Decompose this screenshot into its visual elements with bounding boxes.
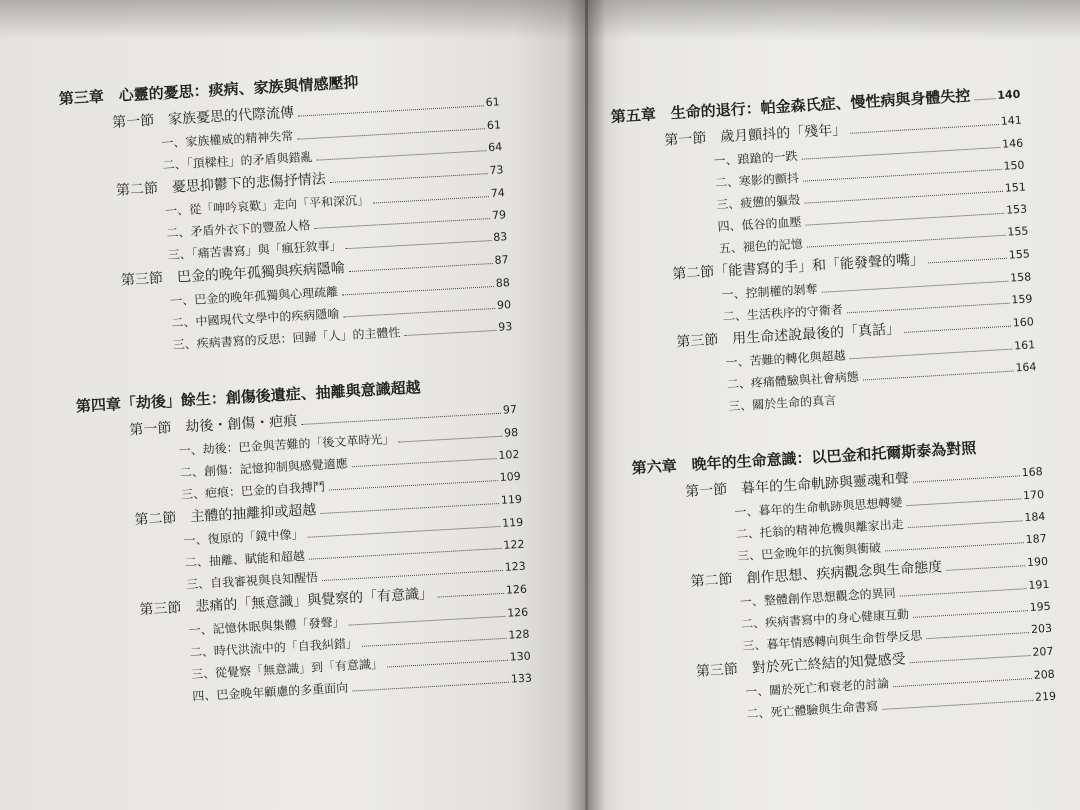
page-number: 61 [485, 95, 501, 110]
dot-leader [910, 655, 1031, 663]
toc-sub-title: 一、巴金的晚年孤獨與心理疏離 [169, 284, 339, 309]
toc-sub-title: 二、托翁的精神危機與離家出走 [735, 517, 904, 542]
toc-section-title: 第一節 劫後・創傷・疤痕 [129, 413, 298, 439]
page-number: 130 [509, 649, 532, 664]
page-number: 140 [996, 87, 1021, 103]
page-number: 98 [503, 425, 519, 440]
dot-leader [928, 258, 1007, 264]
toc-sub-title: 二、中國現代文學中的疾病隱喻 [171, 306, 340, 331]
toc-chapter-title: 第六章 晚年的生命意識：以巴金和托爾斯泰為對照 [631, 438, 977, 478]
page-number: 61 [486, 118, 502, 133]
dot-leader [946, 565, 1025, 571]
page-number: 203 [1030, 621, 1053, 636]
dot-leader [437, 593, 504, 598]
dot-leader [926, 632, 1029, 639]
page-number: 190 [1026, 554, 1049, 570]
page-number: 90 [496, 298, 512, 312]
page-number: 83 [492, 230, 508, 244]
page-number: 150 [1003, 158, 1025, 173]
page-number: 160 [1012, 315, 1035, 330]
page-number: 126 [506, 605, 529, 620]
toc-sub-title: 二、抽離、賦能和超越 [184, 548, 306, 570]
toc-chapter-title: 第四章「劫後」餘生：創傷後遺症、抽離與意識超越 [75, 378, 422, 416]
toc-sub-title: 二、疼痛體驗與社會病態 [726, 369, 860, 392]
dot-leader [349, 263, 493, 272]
page-number: 184 [1023, 509, 1046, 525]
page-number: 187 [1025, 531, 1048, 547]
page-number: 207 [1032, 644, 1054, 659]
toc-sub-title: 二、「頂樑柱」的矛盾與錯亂 [162, 149, 313, 173]
toc-section-title: 第一節 歲月顫抖的「殘年」 [663, 122, 847, 149]
toc-sub-title: 二、矛盾外衣下的豐盈人格 [166, 218, 311, 241]
right-table-of-contents [610, 78, 1057, 731]
toc-sub-title: 一、復原的「鏡中像」 [183, 527, 304, 548]
page-number: 109 [499, 469, 521, 484]
page-number: 146 [1001, 136, 1024, 151]
dot-leader [362, 638, 507, 647]
dot-leader [975, 98, 996, 100]
toc-sub-title: 三、從覺察「無意識」到「有意識」 [190, 656, 384, 682]
dot-leader [352, 458, 497, 467]
page-number: 64 [487, 140, 503, 155]
toc-sub-title: 四、低谷的血壓 [717, 214, 802, 234]
page-number: 151 [1004, 180, 1027, 195]
toc-sub-title: 一、從「呻吟哀歎」走向「平和深沉」 [164, 192, 370, 219]
page-number: 170 [1022, 487, 1045, 503]
dot-leader [342, 286, 494, 295]
page-number: 153 [1005, 202, 1028, 217]
dot-leader [387, 660, 508, 668]
toc-section-title: 第一節 家族憂思的代際流傳 [111, 104, 295, 132]
page-number: 164 [1015, 360, 1037, 375]
page-number: 123 [504, 559, 527, 574]
page-number: 158 [1009, 270, 1032, 285]
dot-leader [893, 678, 1032, 687]
toc-section-title: 第三節 用生命述說最後的「真話」 [675, 321, 901, 351]
page-number: 219 [1034, 689, 1057, 704]
page-number: 119 [500, 492, 523, 507]
dot-leader [850, 124, 999, 134]
toc-sub-title: 三、暮年情感轉向與生命哲學反思 [742, 628, 923, 654]
page-number: 79 [491, 208, 507, 222]
dot-leader [405, 330, 497, 336]
toc-sub-title: 三、關於生命的真言 [727, 393, 837, 414]
dot-leader [373, 196, 489, 203]
toc-sub-title: 三、自我審視與良知醒悟 [185, 570, 319, 592]
page-number: 97 [502, 402, 518, 417]
toc-chapter-title: 第五章 生命的退行：帕金森氏症、慢性病與身體失控 [610, 86, 971, 126]
toc-section-title: 第二節「能書寫的手」和「能發聲的嘴」 [671, 251, 925, 283]
dot-leader [906, 498, 1021, 506]
page-number: 73 [489, 163, 504, 178]
page-number: 119 [501, 515, 524, 530]
dot-leader [913, 610, 1028, 618]
toc-sub-title: 三、疲憊的軀殼 [715, 192, 801, 212]
toc-section-title: 第三節 巴金的晚年孤獨與疾病隱喻 [120, 260, 346, 289]
toc-sub-title: 三、疤痕：巴金的自我搏鬥 [180, 479, 326, 502]
toc-sub-title: 二、生活秩序的守衛者 [722, 302, 844, 324]
dot-leader [330, 173, 488, 183]
toc-section-title: 第二節 主體的抽離抑或超越 [134, 502, 317, 529]
left-table-of-contents [58, 59, 532, 713]
toc-section-title: 第三節 悲痛的「無意識」與覺察的「有意識」 [139, 585, 434, 619]
dot-leader [320, 503, 499, 514]
page-number: 102 [498, 447, 520, 462]
page-number: 87 [494, 253, 509, 267]
toc-sub-title: 一、控制權的剝奪 [721, 282, 818, 302]
page-number: 128 [508, 627, 530, 642]
page-number: 93 [497, 320, 513, 334]
page-number: 159 [1011, 292, 1033, 307]
dot-leader [908, 520, 1023, 528]
toc-sub-title: 三、巴金晚年的抗衡與衝破 [736, 540, 882, 564]
toc-sub-title: 一、暮年的生命軌跡與思想轉變 [734, 495, 903, 520]
page-number: 141 [1000, 113, 1023, 128]
page-number: 155 [1007, 224, 1029, 239]
dot-leader [343, 308, 495, 317]
toc-section-title: 第二節 憂思抑鬱下的悲傷抒情法 [115, 171, 327, 199]
dot-leader [346, 240, 492, 249]
toc-sub-title: 二、死亡體驗與生命書寫 [746, 699, 879, 721]
dot-leader [904, 326, 1011, 333]
toc-sub-title: 二、創傷：記憶抑制與感覺適應 [179, 456, 349, 480]
page-number: 161 [1013, 338, 1036, 353]
toc-sub-title: 一、關於死亡和衰老的討論 [744, 676, 890, 700]
toc-sub-title: 二、時代洪流中的「自我糾錯」 [189, 636, 359, 660]
toc-section-title: 第二節 創作思想、疾病觀念與生命態度 [690, 559, 943, 591]
dot-leader [913, 475, 1020, 482]
toc-sub-title: 一、家族權威的精神失常 [161, 128, 294, 151]
toc-sub-title: 二、寒影的顫抖 [714, 170, 800, 190]
toc-section-title: 第一節 暮年的生命軌跡與靈魂和聲 [684, 470, 910, 501]
toc-sub-title: 一、記憶休眠與集體「發聲」 [188, 614, 345, 638]
toc-chapter-title: 第三章 心靈的憂思：痰病、家族與情感壓抑 [58, 73, 359, 108]
page-number: 74 [490, 186, 506, 201]
toc-section-title: 第三節 對於死亡終結的知覺感受 [695, 651, 907, 680]
toc-sub-title: 一、劫後：巴金與苦難的「後文革時光」 [178, 431, 395, 458]
toc-sub-title: 一、苦難的轉化與超越 [725, 348, 846, 370]
page-number: 155 [1008, 247, 1031, 262]
dot-leader [900, 588, 1027, 597]
toc-sub-title: 一、整體創作思想觀念的異同 [739, 585, 897, 610]
page-number: 122 [503, 537, 525, 552]
toc-sub-title: 四、巴金晚年顧慮的多重面向 [192, 680, 349, 704]
toc-sub-title: 三、「痛苦書寫」與「瘋狂敘事」 [167, 238, 342, 263]
toc-sub-title: 五、褪色的記憶 [718, 236, 804, 256]
page-number: 133 [510, 671, 533, 686]
page-number: 126 [505, 582, 528, 597]
page-number: 191 [1028, 577, 1050, 593]
dot-leader [352, 682, 509, 692]
dot-leader [885, 542, 1024, 551]
page-number: 88 [495, 276, 511, 290]
page-number: 208 [1033, 667, 1056, 682]
toc-sub-title: 二、疾病書寫中的身心健康互動 [740, 607, 910, 632]
right-page [588, 0, 1080, 810]
dot-leader [399, 436, 503, 443]
page-number: 168 [1021, 465, 1044, 480]
page-number: 195 [1029, 599, 1052, 614]
dot-leader [882, 700, 1033, 710]
toc-sub-title: 三、疾病書寫的反思：回歸「人」的主體性 [172, 325, 401, 352]
toc-sub-title: 一、踉蹌的一跌 [713, 148, 798, 168]
